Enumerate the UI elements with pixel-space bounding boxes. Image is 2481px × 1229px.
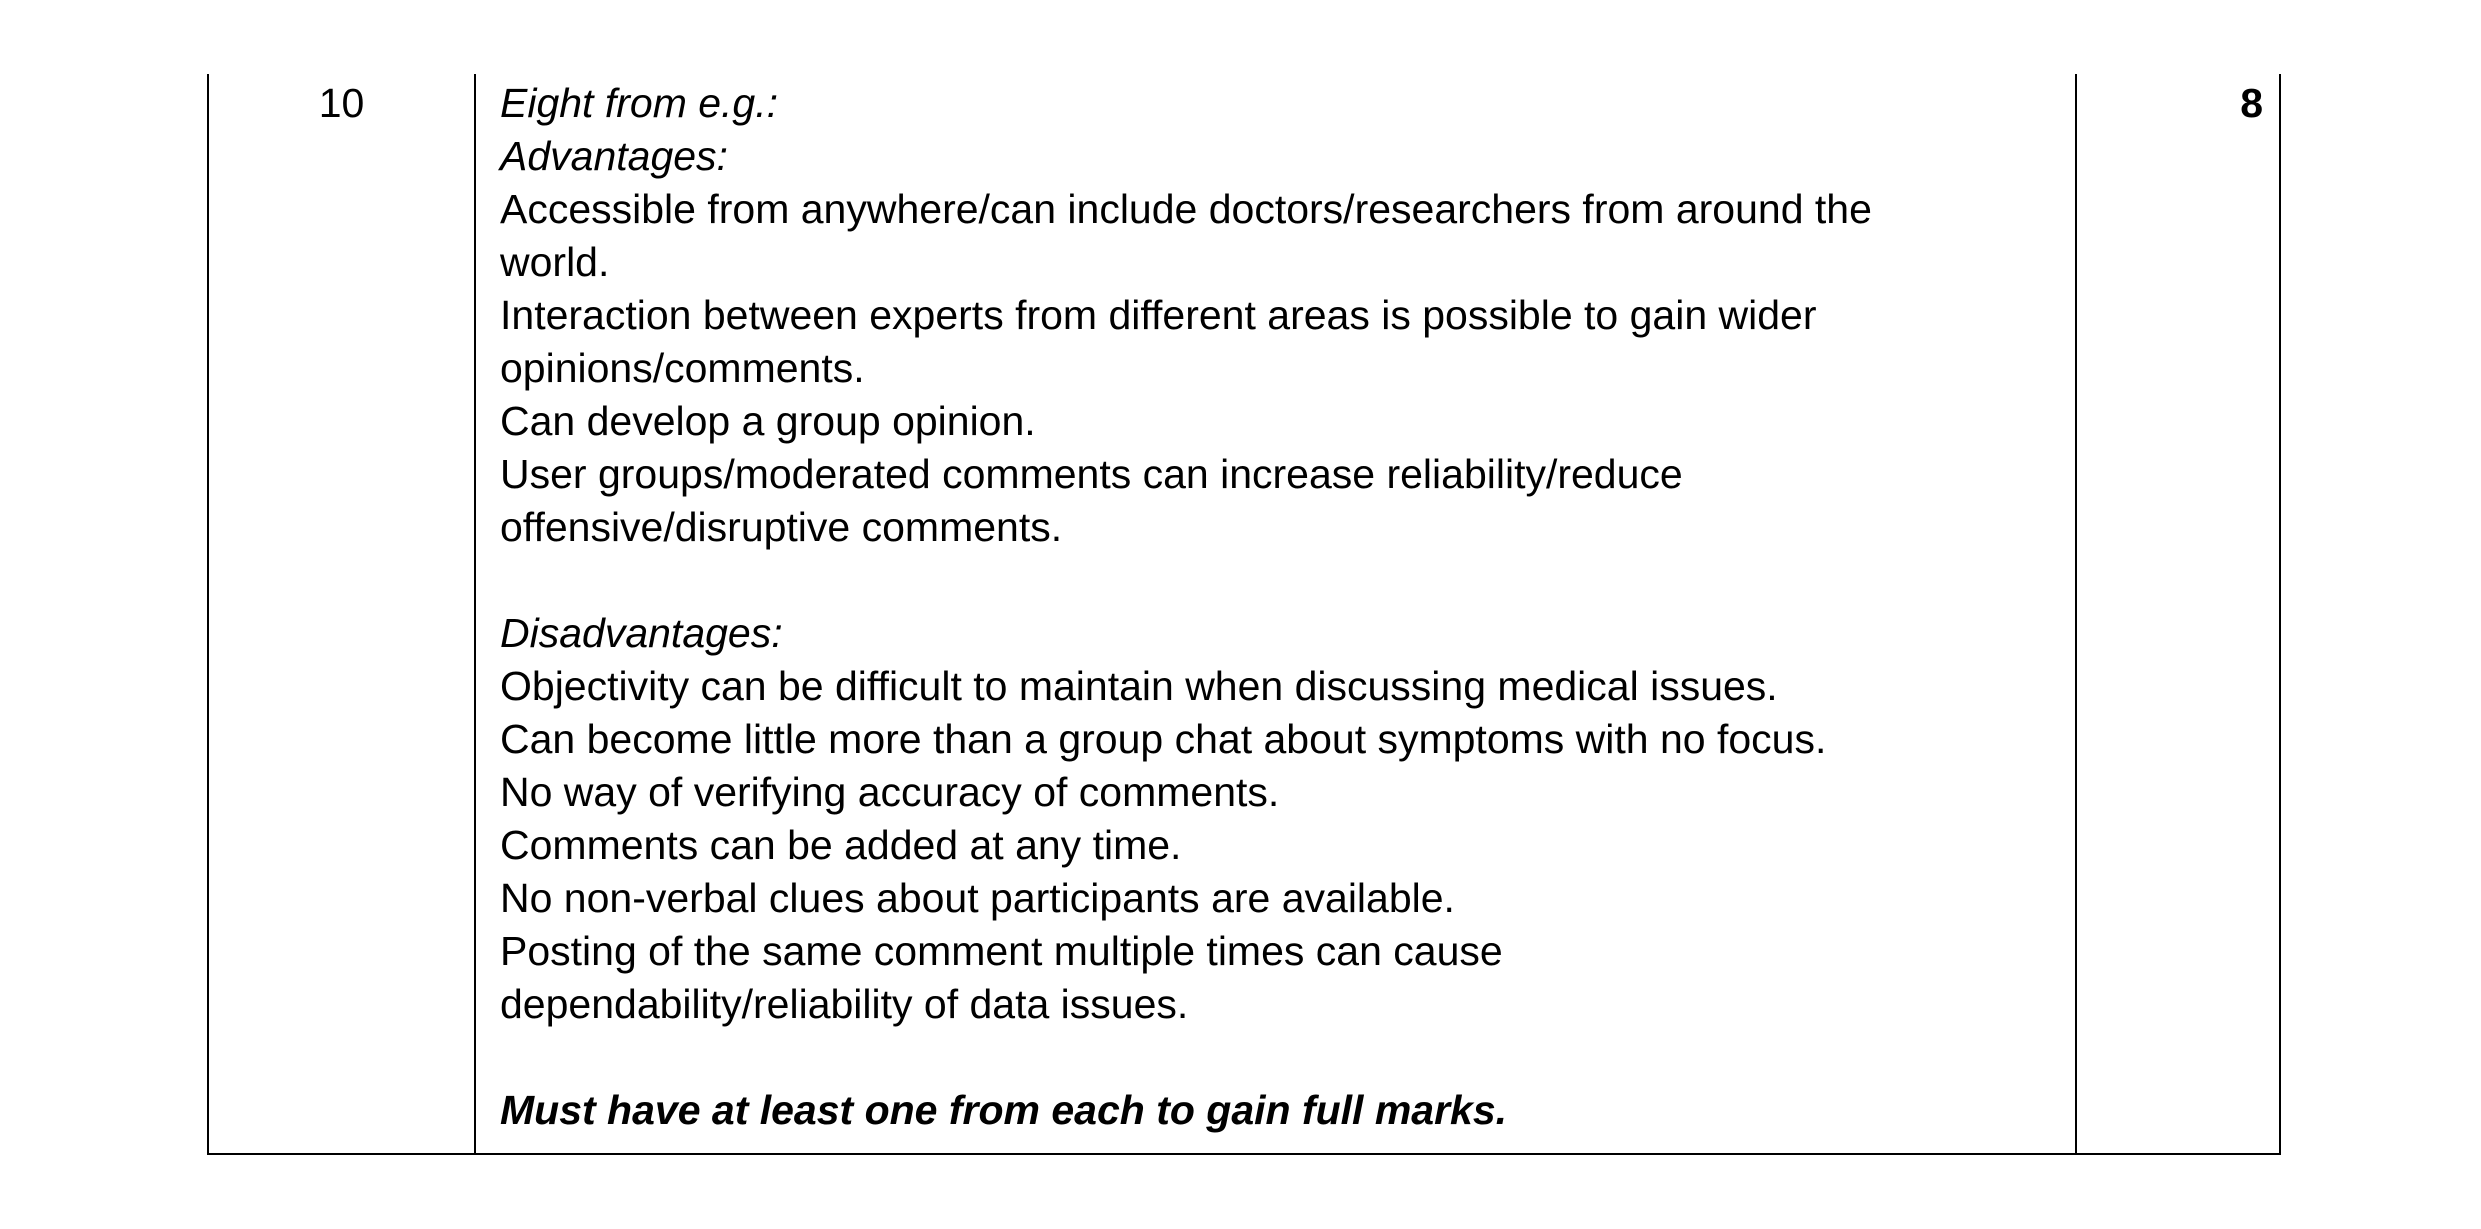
advantage-line: world. xyxy=(500,239,610,285)
advantage-line: User groups/moderated comments can increase reliability/reduce xyxy=(500,451,1683,497)
advantage-line: Can develop a group opinion. xyxy=(500,398,1036,444)
advantage-line: Accessible from anywhere/can include doctors/researchers from around the xyxy=(500,186,1872,232)
advantage-line: offensive/disruptive comments. xyxy=(500,504,1063,550)
column-divider xyxy=(474,74,476,1153)
spacer xyxy=(500,554,2060,607)
answer-cell xyxy=(500,74,2060,1137)
disadvantage-line: No non-verbal clues about participants are available. xyxy=(500,875,1455,921)
disadvantage-line: No way of verifying accuracy of comments. xyxy=(500,769,1280,815)
disadvantage-line: Can become little more than a group chat about symptoms with no focus. xyxy=(500,716,1827,762)
disadvantage-line: Comments can be added at any time. xyxy=(500,822,1182,868)
marks-cell xyxy=(2077,74,2263,130)
advantage-line: Interaction between experts from different areas is possible to gain wider xyxy=(500,292,1817,338)
full-marks-note: Must have at least one from each to gain full marks. xyxy=(500,1087,1508,1133)
marks-value: 8 xyxy=(2240,80,2263,126)
advantages-heading: Advantages: xyxy=(500,133,728,179)
mark-scheme-table xyxy=(207,74,2281,1155)
disadvantage-line: Posting of the same comment multiple times can cause xyxy=(500,928,1503,974)
question-number-cell xyxy=(209,74,474,130)
advantage-line: opinions/comments. xyxy=(500,345,865,391)
column-divider xyxy=(2075,74,2077,1153)
spacer xyxy=(500,1031,2060,1084)
disadvantage-line: Objectivity can be difficult to maintain when discussing medical issues. xyxy=(500,663,1778,709)
question-number: 10 xyxy=(318,80,365,126)
disadvantages-heading: Disadvantages: xyxy=(500,610,783,656)
disadvantage-line: dependability/reliability of data issues. xyxy=(500,981,1189,1027)
answer-intro: Eight from e.g.: xyxy=(500,80,779,126)
